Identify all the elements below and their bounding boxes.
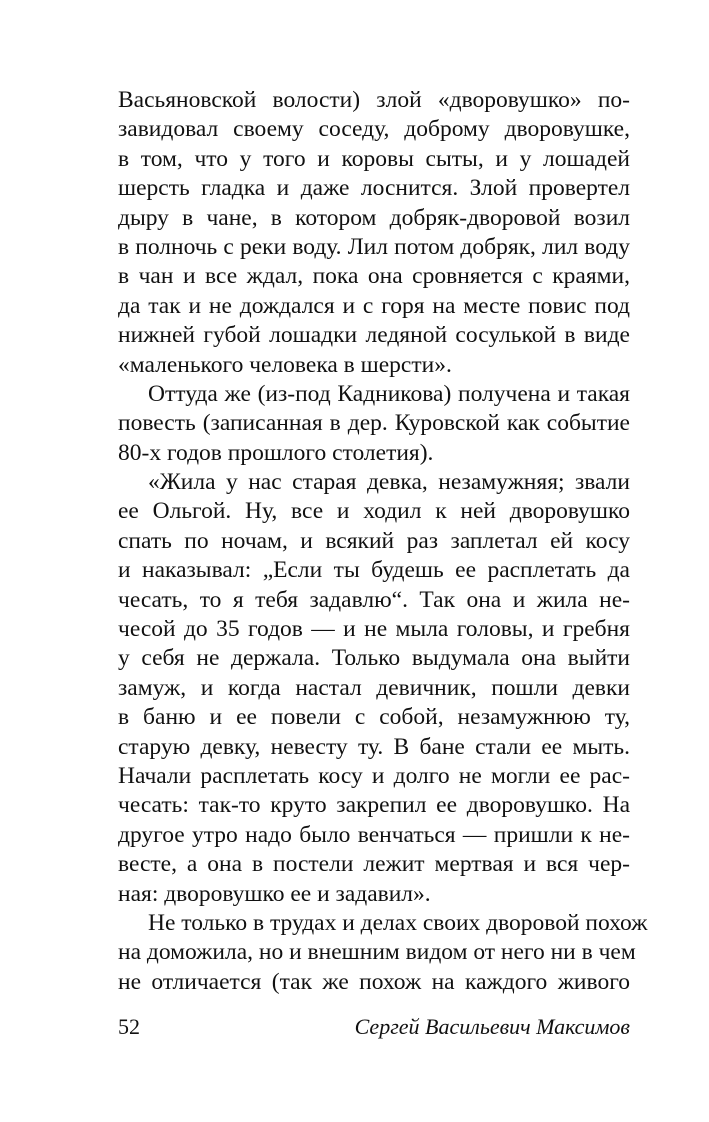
- text-line: Васьяновской волости) злой «дворовушко» по-: [118, 87, 630, 113]
- text-line: 80-х годов прошлого столетия).: [118, 439, 434, 466]
- text-line: спать по ночам, и всякий раз заплетал ей косу: [118, 527, 630, 554]
- text-line: в том, что у того и коровы сыты, и у лошадей: [118, 145, 630, 172]
- text-line: Не только в трудах и делах своих дворовой похож: [148, 909, 648, 936]
- text-line: Начали расплетать косу и долго не могли ее рас-: [118, 762, 630, 789]
- text-line: в чан и все ждал, пока она сровняется с краями,: [118, 263, 630, 290]
- body-text: [118, 86, 648, 997]
- text-line: в полночь с реки воду. Лил потом добряк, лил воду: [118, 233, 630, 260]
- text-line: Оттуда же (из-под Кадникова) получена и такая: [148, 380, 630, 407]
- text-line: «маленького человека в шерсти».: [118, 351, 452, 378]
- text-line: у себя не держала. Только выдумала она выйти: [118, 645, 630, 672]
- text-line: другое утро надо было венчаться — пришли к не-: [118, 821, 630, 848]
- text-line: дыру в чане, в котором добряк-дворовой возил: [118, 204, 630, 231]
- text-line: завидовал своему соседу, доброму дворовушке,: [118, 116, 630, 143]
- text-line: «Жила у нас старая девка, незамужняя; звали: [148, 469, 630, 496]
- text-line: старую девку, невесту ту. В бане стали ее мыть.: [118, 733, 630, 760]
- paragraph-3: [118, 468, 630, 909]
- paragraph-1: [118, 86, 630, 380]
- text-line: да так и не дождался и с горя на месте повис под: [118, 292, 630, 319]
- text-line: ее Ольгой. Ну, все и ходил к ней дворовушко: [118, 498, 630, 525]
- page-footer: [118, 1012, 630, 1042]
- text-line: весте, а она в постели лежит мертвая и вся чер-: [118, 851, 630, 878]
- text-line: повесть (записанная в дер. Куровской как событие: [118, 410, 630, 437]
- text-line: замуж, и когда настал девичник, пошли девки: [118, 674, 630, 701]
- paragraph-4: [118, 909, 648, 997]
- text-line: чесой до 35 годов — и не мыла головы, и гребня: [118, 616, 630, 643]
- text-line: не отличается (так же похож на каждого живого: [118, 968, 630, 995]
- text-line: нижней губой лошадки ледяной сосулькой в виде: [118, 322, 630, 349]
- paragraph-2: [118, 380, 630, 468]
- text-line: на доможила, но и внешним видом от него ни в чем: [118, 939, 636, 966]
- text-line: чесать: так-то круто закрепил ее дворовушко. На: [118, 792, 630, 819]
- text-line: в баню и ее повели с собой, незамужнюю ту,: [118, 704, 630, 731]
- running-title: Сергей Васильевич Максимов: [354, 1014, 630, 1039]
- text-line: и наказывал: „Если ты будешь ее расплетать да: [118, 557, 630, 584]
- text-line: чесать, то я тебя задавлю“. Так она и жила не-: [118, 586, 630, 613]
- page-number: 52: [118, 1014, 140, 1039]
- text-line: ная: дворовушко ее и задавил».: [118, 880, 431, 907]
- text-line: шерсть гладка и даже лоснится. Злой провертел: [118, 175, 630, 202]
